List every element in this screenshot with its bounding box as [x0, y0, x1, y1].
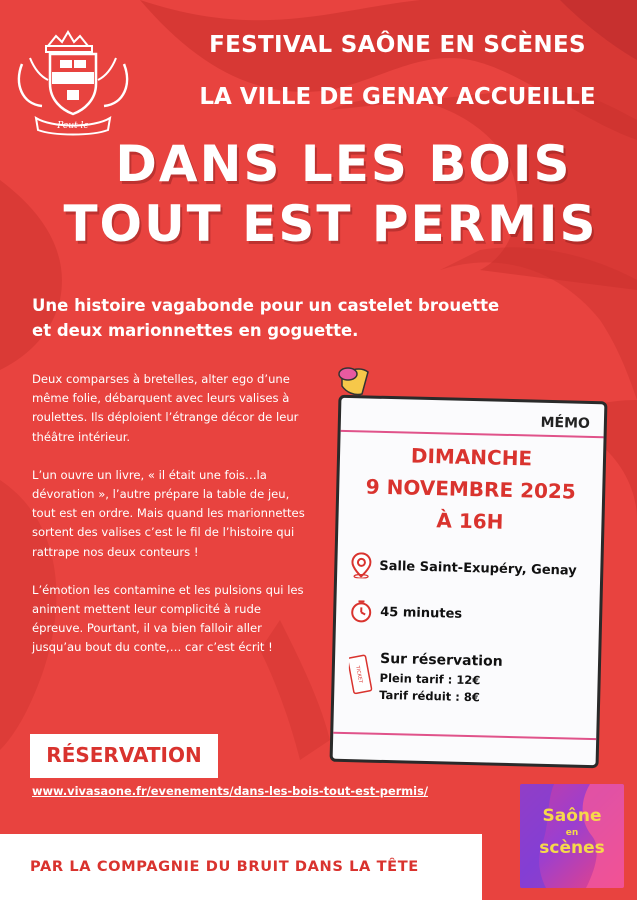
price-full: Plein tarif : 12€ — [379, 670, 481, 688]
show-title-line2: TOUT EST PERMIS — [63, 195, 598, 253]
memo-card — [330, 395, 608, 768]
ticket-word: TICKET — [354, 665, 364, 684]
show-title-line1: DANS LES BOIS — [115, 135, 572, 193]
clock-icon — [350, 599, 373, 624]
description — [32, 370, 306, 677]
memo-label: MÉMO — [540, 414, 591, 432]
description-paragraph: L’émotion les contamine et les pulsions qui les animent mettent leur complicité à rude épreuve. Pourtant, il va bien falloir aller jusqu’au bout du conte,… car c’est écrit ! — [32, 582, 304, 655]
memo-date: 9 NOVEMBRE 2025 — [365, 474, 577, 504]
memo-time: À 16H — [436, 508, 504, 534]
price-reduced: Tarif réduit : 8€ — [379, 687, 481, 705]
description-paragraph: L’un ouvre un livre, « il était une fois…la dévoration », l’autre prépare la table de jeu, tout est en ordre. Mais quand les marionnettes sortent des valises c’est le fil de l’histoire qui rattrape nos deux conteurs ! — [32, 467, 305, 559]
venue-row — [351, 552, 577, 583]
description-paragraph: Deux comparses à bretelles, alter ego d’une même folie, débarquent avec leurs valises à roulettes. Ils déploient l’étrange décor de leur théâtre intérieur. — [32, 372, 299, 444]
crest-motto: Peut le — [57, 121, 89, 131]
venue: Salle Saint-Exupéry, Genay — [379, 558, 577, 579]
duration: 45 minutes — [380, 604, 463, 622]
logo-line1: Saône — [542, 806, 602, 826]
tagline-line1: Une histoire vagabonde pour un castelet brouette — [32, 296, 500, 315]
festival-logo — [520, 784, 624, 888]
booking-text — [379, 651, 580, 707]
duration-row — [350, 599, 462, 626]
reservation-box — [30, 734, 218, 778]
footer-banner — [0, 834, 482, 900]
festival-name: FESTIVAL SAÔNE EN SCÈNES — [209, 32, 586, 58]
logo-line3: scènes — [539, 838, 605, 858]
logo-line2: en — [565, 828, 579, 838]
tagline — [32, 293, 552, 343]
tagline-line2: et deux marionnettes en goguette. — [32, 321, 359, 340]
memo-divider — [333, 732, 596, 740]
map-pin-icon — [351, 552, 372, 578]
memo-day: DIMANCHE — [410, 443, 533, 471]
host-city: LA VILLE DE GENAY ACCUEILLE — [199, 84, 596, 110]
reservation-label: RÉSERVATION — [46, 743, 202, 767]
ticket-icon — [348, 654, 373, 695]
crest-icon — [12, 24, 134, 136]
reservation-link[interactable]: www.vivasaone.fr/evenements/dans-les-bois-tout-est-permis/ — [32, 784, 429, 798]
company-credit: PAR LA COMPAGNIE DU BRUIT DANS LA TÊTE — [30, 858, 419, 875]
booking-title: Sur réservation — [379, 650, 503, 670]
